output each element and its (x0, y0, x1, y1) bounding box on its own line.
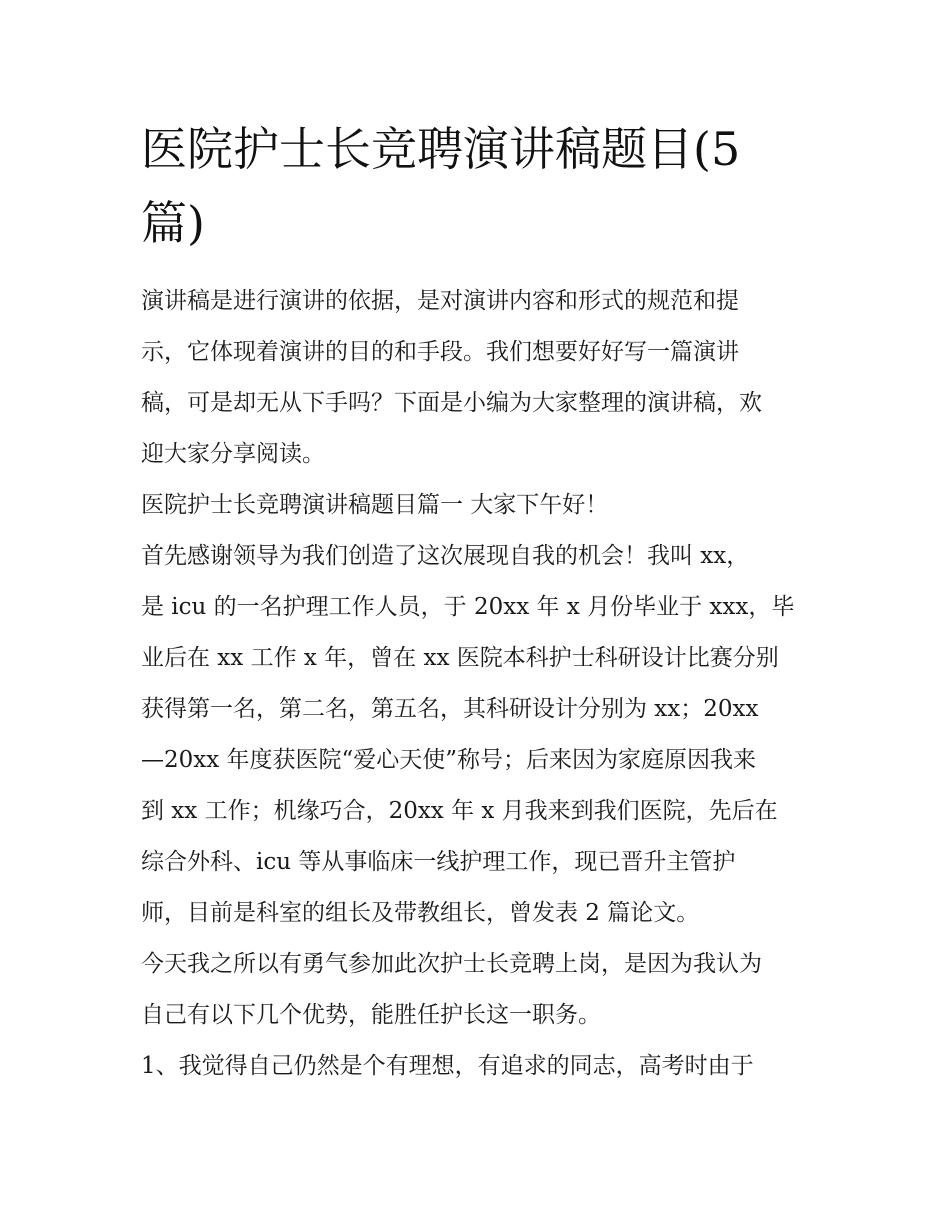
document-body (141, 276, 821, 1092)
text-line: 自己有以下几个优势，能胜任护长这一职务。 (141, 1002, 601, 1028)
text-line: 首先感谢领导为我们创造了这次展现自我的机会！我叫 xx， (141, 543, 750, 569)
text-line: 综合外科、icu 等从事临床一线护理工作，现已晋升主管护 (141, 849, 736, 875)
text-line: 到 xx 工作；机缘巧合，20xx 年 x 月我来到我们医院，先后在 (141, 798, 778, 824)
document-title (141, 112, 821, 260)
text-line: 迎大家分享阅读。 (141, 441, 325, 467)
text-line: 今天我之所以有勇气参加此次护士长竞聘上岗，是因为我认为 (141, 951, 762, 977)
text-line: —20xx 年度获医院“爱心天使”称号；后来因为家庭原因我来 (141, 747, 757, 773)
text-line: 1、我觉得自己仍然是个有理想，有追求的同志，高考时由于 (141, 1053, 754, 1079)
text-line: 是 icu 的一名护理工作人员，于 20xx 年 x 月份毕业于 xxx，毕 (141, 594, 795, 620)
text-line: 师，目前是科室的组长及带教组长，曾发表 2 篇论文。 (141, 900, 700, 926)
text-line: 演讲稿是进行演讲的依据，是对演讲内容和形式的规范和提 (141, 288, 739, 314)
section-heading-line: 医院护士长竞聘演讲稿题目篇一 大家下午好！ (141, 492, 609, 518)
text-line: 获得第一名，第二名，第五名，其科研设计分别为 xx；20xx (141, 696, 759, 722)
text-line: 业后在 xx 工作 x 年，曾在 xx 医院本科护士科研设计比赛分别 (141, 645, 779, 671)
title-line-1: 医院护士长竞聘演讲稿题目(5 (141, 122, 741, 176)
text-line: 稿，可是却无从下手吗？下面是小编为大家整理的演讲稿，欢 (141, 390, 762, 416)
text-line: 示，它体现着演讲的目的和手段。我们想要好好写一篇演讲 (141, 339, 739, 365)
title-line-2: 篇) (141, 196, 205, 250)
